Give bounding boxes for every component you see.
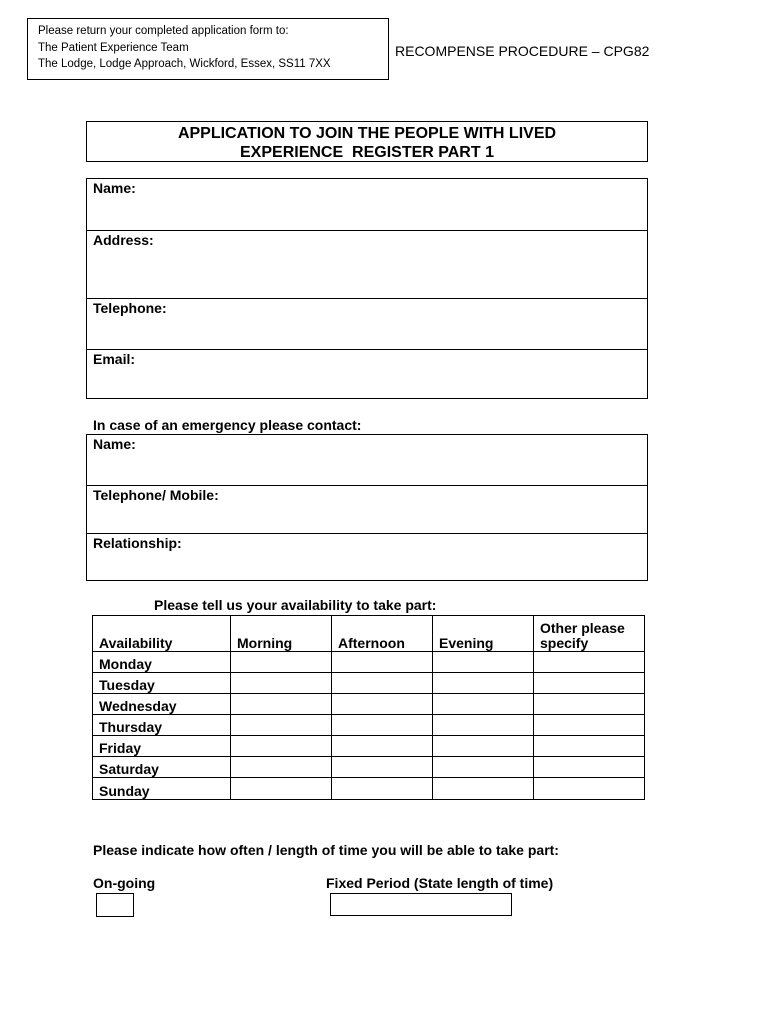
address-label: Address: — [93, 232, 154, 248]
emergency-heading: In case of an emergency please contact: — [93, 417, 362, 433]
sunday-other-cell[interactable] — [534, 778, 645, 800]
table-row — [93, 715, 645, 736]
name-label: Name: — [93, 180, 136, 196]
availability-heading: Please tell us your availability to take part: — [154, 597, 437, 613]
thursday-morning-cell[interactable] — [231, 715, 332, 736]
friday-other-cell[interactable] — [534, 736, 645, 757]
email-label: Email: — [93, 351, 136, 367]
personal-details-table — [86, 178, 648, 399]
saturday-evening-cell[interactable] — [433, 757, 534, 778]
saturday-other-cell[interactable] — [534, 757, 645, 778]
fixed-period-input[interactable] — [330, 893, 512, 916]
monday-evening-cell[interactable] — [433, 652, 534, 673]
fixed-period-label: Fixed Period (State length of time) — [326, 875, 554, 891]
thursday-other-cell[interactable] — [534, 715, 645, 736]
emergency-contact-table — [86, 434, 648, 581]
form-title-line1: APPLICATION TO JOIN THE PEOPLE WITH LIVED — [177, 125, 557, 142]
tuesday-evening-cell[interactable] — [433, 673, 534, 694]
name-field[interactable] — [87, 179, 647, 230]
sunday-afternoon-cell[interactable] — [332, 778, 433, 800]
monday-morning-cell[interactable] — [231, 652, 332, 673]
emergency-telephone-label: Telephone/ Mobile: — [93, 487, 219, 503]
sunday-evening-cell[interactable] — [433, 778, 534, 800]
return-address-box — [27, 18, 389, 80]
col-other: Other please specify — [534, 616, 645, 652]
return-notice-line3: The Lodge, Lodge Approach, Wickford, Essex, SS11 7XX — [38, 58, 331, 70]
table-row — [93, 673, 645, 694]
emergency-name-label: Name: — [93, 436, 136, 452]
form-title-line2: EXPERIENCE REGISTER PART 1 — [240, 144, 494, 161]
table-row — [93, 757, 645, 778]
table-row — [93, 778, 645, 800]
relationship-field[interactable] — [87, 533, 647, 580]
col-availability: Availability — [93, 616, 231, 652]
col-afternoon: Afternoon — [332, 616, 433, 652]
emergency-telephone-field[interactable] — [87, 485, 647, 533]
day-friday: Friday — [93, 736, 231, 757]
wednesday-other-cell[interactable] — [534, 694, 645, 715]
wednesday-evening-cell[interactable] — [433, 694, 534, 715]
emergency-name-field[interactable] — [87, 435, 647, 485]
telephone-label: Telephone: — [93, 300, 167, 316]
ongoing-checkbox[interactable] — [96, 893, 134, 917]
thursday-afternoon-cell[interactable] — [332, 715, 433, 736]
form-title — [86, 121, 648, 162]
email-field[interactable] — [87, 349, 647, 398]
wednesday-morning-cell[interactable] — [231, 694, 332, 715]
relationship-label: Relationship: — [93, 535, 182, 551]
saturday-afternoon-cell[interactable] — [332, 757, 433, 778]
monday-afternoon-cell[interactable] — [332, 652, 433, 673]
wednesday-afternoon-cell[interactable] — [332, 694, 433, 715]
col-morning: Morning — [231, 616, 332, 652]
duration-heading: Please indicate how often / length of time you will be able to take part: — [93, 842, 559, 858]
telephone-field[interactable] — [87, 298, 647, 349]
ongoing-label: On-going — [93, 875, 156, 891]
tuesday-morning-cell[interactable] — [231, 673, 332, 694]
col-evening: Evening — [433, 616, 534, 652]
friday-evening-cell[interactable] — [433, 736, 534, 757]
availability-table — [92, 615, 645, 800]
thursday-evening-cell[interactable] — [433, 715, 534, 736]
day-monday: Monday — [93, 652, 231, 673]
day-thursday: Thursday — [93, 715, 231, 736]
saturday-morning-cell[interactable] — [231, 757, 332, 778]
day-tuesday: Tuesday — [93, 673, 231, 694]
friday-afternoon-cell[interactable] — [332, 736, 433, 757]
table-row — [93, 694, 645, 715]
monday-other-cell[interactable] — [534, 652, 645, 673]
address-field[interactable] — [87, 230, 647, 298]
friday-morning-cell[interactable] — [231, 736, 332, 757]
return-notice-line1: Please return your completed application form to: — [38, 25, 289, 37]
day-wednesday: Wednesday — [93, 694, 231, 715]
table-row — [93, 652, 645, 673]
tuesday-other-cell[interactable] — [534, 673, 645, 694]
tuesday-afternoon-cell[interactable] — [332, 673, 433, 694]
sunday-morning-cell[interactable] — [231, 778, 332, 800]
return-notice-line2: The Patient Experience Team — [38, 41, 189, 54]
document-reference: RECOMPENSE PROCEDURE – CPG82 — [395, 43, 650, 59]
day-saturday: Saturday — [93, 757, 231, 778]
table-row — [93, 736, 645, 757]
day-sunday: Sunday — [93, 778, 231, 800]
availability-header-row — [93, 616, 645, 652]
